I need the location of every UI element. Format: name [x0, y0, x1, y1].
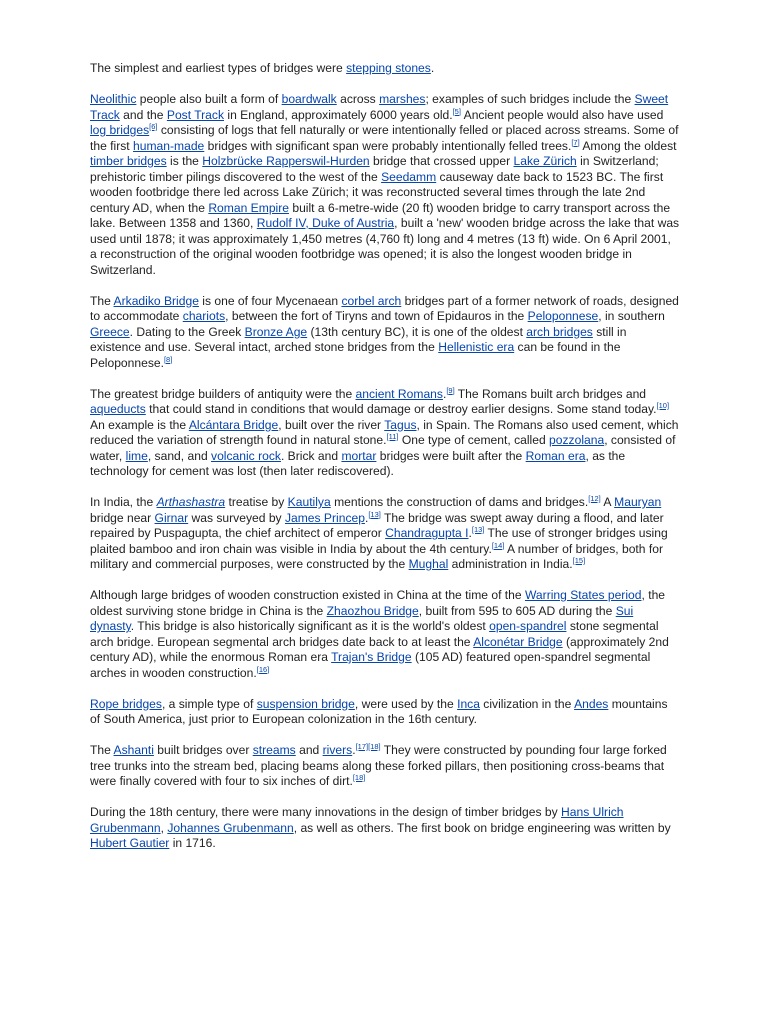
link-arkadiko-bridge[interactable]: Arkadiko Bridge [113, 293, 199, 308]
link-zhaozhou-bridge[interactable]: Zhaozhou Bridge [326, 603, 419, 618]
link-girnar[interactable]: Girnar [154, 510, 189, 525]
link-andes[interactable]: Andes [574, 696, 609, 711]
paragraph-text: The bridge was swept away during a flood, and later repaired by Puspagupta, the chief architect of emperor [90, 510, 664, 540]
paragraph-text: and the [119, 107, 167, 122]
link-volcanic-rock[interactable]: volcanic rock [211, 448, 281, 463]
citation-link[interactable]: [7] [571, 137, 580, 147]
paragraph-5 [90, 495, 680, 573]
paragraph-text: bridges with significant span were probably intentionally felled trees. [204, 138, 572, 153]
citation-link[interactable]: [8] [163, 354, 173, 364]
paragraph-text: Although large bridges of wooden construction existed in China at the time of the [90, 588, 525, 602]
paragraph-text: mountains of South America, just prior to European colonization in the 16th century. [90, 696, 668, 726]
link-roman-era[interactable]: Roman era [525, 448, 586, 463]
citation-ref [356, 742, 369, 751]
citation-ref [571, 138, 579, 147]
paragraph-7 [90, 697, 680, 728]
citation-link[interactable]: [6] [149, 122, 158, 131]
link-corbel-arch[interactable]: corbel arch [341, 293, 402, 308]
link-rope-bridges[interactable]: Rope bridges [90, 696, 162, 711]
citation-ref [164, 355, 172, 364]
link-log-bridges[interactable]: log bridges [90, 123, 150, 137]
paragraph-text: treatise by [225, 495, 288, 509]
paragraph-text: , sand, and [147, 448, 212, 463]
paragraph-text: bridge that crossed upper [369, 154, 514, 168]
citation-ref [387, 432, 399, 441]
paragraph-text: , in southern [598, 309, 665, 323]
link-hubert-gautier[interactable]: Hubert Gautier [90, 836, 170, 850]
paragraph-text: is one of four Mycenaean [198, 293, 342, 308]
link-tagus[interactable]: Tagus [384, 417, 417, 432]
link-rudolf-iv-duke-of-austria[interactable]: Rudolf IV, Duke of Austria [256, 216, 395, 230]
paragraph-text: , in Spain. The Romans also used cement, which reduced the variation of strength found in natural stone. [90, 417, 679, 447]
paragraph-text: , a simple type of [161, 696, 257, 711]
paragraph-text: A [600, 495, 615, 509]
citation-link[interactable]: [17] [355, 742, 369, 751]
link-lime[interactable]: lime [125, 448, 148, 463]
paragraph-text: was surveyed by [188, 510, 285, 525]
link-sweet-track[interactable]: Sweet Track [90, 92, 669, 122]
link-arch-bridges[interactable]: arch bridges [526, 324, 593, 339]
paragraph-text: In India, the [90, 495, 157, 509]
citation-ref [353, 773, 366, 782]
link-chariots[interactable]: chariots [182, 309, 226, 323]
paragraph-text: people also built a form of [136, 92, 282, 106]
paragraph-text: , consisted of water, [90, 433, 676, 463]
paragraph-text: . This bridge is also historically significant as it is the world's oldest [130, 619, 490, 633]
citation-ref [453, 107, 461, 116]
link-post-track[interactable]: Post Track [166, 107, 225, 122]
paragraph-8 [90, 743, 680, 790]
citation-link[interactable]: [15] [572, 556, 586, 565]
paragraph-text: . Brick and [280, 448, 342, 463]
citation-ref [472, 525, 485, 534]
paragraph-text: still in existence and use. Several intact, arched stone bridges from the [90, 324, 627, 354]
link-arthashastra-text: Arthashastra [156, 495, 226, 509]
citation-link[interactable]: [11] [386, 432, 399, 441]
paragraph-text: . [352, 743, 356, 757]
paragraph-text: , built a 'new' wooden bridge across the lake that was used until 1878; it was approximately 1,450 metres (4,760 ft) long and 4 metres (13 ft) wide. On 6 April 2001, a reconstruction of the original wooden footbridge was opened; it is also the longest wooden bridge in Switzerland. [90, 216, 680, 277]
paragraph-text: bridges part of a former network of roads, designed to accommodate [90, 293, 679, 323]
paragraph-text: in England, approximately 6000 years old. [224, 107, 453, 122]
link-chandragupta-i[interactable]: Chandragupta I [385, 526, 469, 540]
citation-ref [149, 122, 157, 131]
paragraph-text: causeway date back to 1523 BC. The first wooden footbridge there led across Lake Zürich; it was reconstructed several times through the late 2nd century AD, when the [90, 169, 664, 215]
link-inca[interactable]: Inca [457, 696, 480, 711]
link-sui-dynasty[interactable]: Sui dynasty [90, 603, 634, 633]
paragraph-text: . [468, 526, 472, 540]
paragraph-text: Ancient people would also have used [460, 107, 664, 122]
paragraph-9 [90, 805, 680, 852]
paragraph-text: . [364, 510, 369, 525]
paragraph-text: One type of cement, called [398, 433, 550, 447]
paragraph-4 [90, 387, 680, 480]
link-roman-empire[interactable]: Roman Empire [208, 200, 289, 215]
link-james-princep[interactable]: James Princep [284, 510, 365, 525]
link-trajan-s-bridge[interactable]: Trajan's Bridge [331, 650, 412, 664]
paragraph-text: mentions the construction of dams and bridges. [330, 495, 589, 509]
paragraph-text: Among the oldest [579, 138, 677, 153]
paragraph-text: . [442, 386, 447, 401]
link-streams[interactable]: streams [252, 743, 296, 757]
paragraph-text: , as well as others. The first book on bridge engineering was written by [293, 820, 671, 835]
citation-ref [446, 386, 454, 395]
paragraph-3 [90, 294, 680, 372]
paragraph-text: bridges were built after the [376, 448, 526, 463]
paragraph-text: The use of stronger bridges using plaited bamboo and iron chain was visible in India by about the 4th century. [90, 526, 668, 556]
paragraph-text: The greatest bridge builders of antiquity were the [90, 386, 356, 401]
link-bronze-age[interactable]: Bronze Age [244, 324, 308, 339]
link-kautilya[interactable]: Kautilya [287, 495, 331, 509]
link-open-spandrel[interactable]: open-spandrel [489, 619, 567, 633]
link-holzbrucke-rapperswil-hurden[interactable]: Holzbrücke Rapperswil-Hurden [202, 154, 370, 168]
link-lake-zurich[interactable]: Lake Zürich [513, 154, 577, 168]
citation-link[interactable]: [5] [452, 106, 461, 116]
paragraph-text: . Dating to the Greek [129, 324, 245, 339]
citation-ref [492, 541, 505, 550]
link-pozzolana[interactable]: pozzolana [549, 433, 605, 447]
link-arthashastra[interactable] [157, 495, 226, 509]
paragraph-text: , the oldest surviving stone bridge in China is the [90, 588, 666, 618]
citation-link[interactable]: [9] [446, 385, 455, 395]
paragraph-text: , were used by the [354, 696, 458, 711]
paragraph-text: , as the technology for cement was lost (then later rediscovered). [90, 448, 626, 478]
citation-ref [573, 556, 586, 565]
citation-ref [368, 510, 381, 519]
paragraph-text: (approximately 2nd century AD), while the enormous Roman era [90, 634, 669, 664]
paragraph-text: built a 6-metre-wide (20 ft) wooden bridge to carry transport across the lake. Between 1358 and 1360, [90, 200, 671, 230]
paragraph-text: They were constructed by pounding four large forked tree trunks into the stream bed, placing beams along these forked pillars, then positioning cross-beams that were finally covered with four to six inches of dirt. [90, 743, 667, 788]
citation-link[interactable]: [18] [352, 773, 366, 782]
link-alconetar-bridge[interactable]: Alconétar Bridge [473, 634, 563, 649]
paragraph-text: bridge near [90, 510, 155, 525]
paragraph-text: A number of bridges, both for military and commercial purposes, were constructed by the [90, 541, 663, 571]
article-body [90, 61, 680, 867]
paragraph-text: (13th century BC), it is one of the oldest [307, 324, 527, 339]
paragraph-text: . [430, 61, 435, 75]
paragraph-text: , [160, 820, 168, 835]
paragraph-1 [90, 61, 680, 77]
paragraph-text: , built from 595 to 605 AD during the [418, 603, 616, 618]
link-peloponnese[interactable]: Peloponnese [527, 309, 599, 323]
link-timber-bridges[interactable]: timber bridges [90, 154, 167, 168]
link-johannes-grubenmann[interactable]: Johannes Grubenmann [167, 820, 294, 835]
paragraph-text: The [90, 293, 114, 308]
link-hans-ulrich-grubenmann[interactable]: Hans Ulrich Grubenmann [90, 805, 624, 835]
link-alcantara-bridge[interactable]: Alcántara Bridge [188, 417, 279, 432]
paragraph-text: administration in India. [448, 557, 573, 571]
citation-ref [257, 665, 270, 674]
paragraph-text: The Romans built arch bridges and [454, 386, 647, 401]
paragraph-text: is the [166, 154, 203, 168]
paragraph-text: consisting of logs that fell naturally or were intentionally felled or placed across streams. Some of the first [90, 123, 679, 153]
paragraph-text: (105 AD) featured open-spandrel segmental arches in wooden construction. [90, 650, 651, 680]
paragraph-text: across [336, 92, 380, 106]
link-mughal[interactable]: Mughal [408, 557, 449, 571]
link-neolithic[interactable]: Neolithic [90, 92, 137, 106]
link-boardwalk[interactable]: boardwalk [281, 92, 337, 106]
link-stepping-stones[interactable]: stepping stones [346, 61, 431, 75]
paragraph-text: An example is the [90, 417, 189, 432]
link-ancient-romans[interactable]: ancient Romans [355, 386, 443, 401]
citation-ref [657, 401, 670, 410]
citation-link[interactable]: [14] [491, 540, 505, 550]
citation-link[interactable]: [16] [256, 664, 270, 674]
paragraph-text: , built over the river [278, 417, 385, 432]
link-warring-states-period[interactable]: Warring States period [524, 588, 642, 602]
link-seedamm[interactable]: Seedamm [381, 169, 437, 184]
paragraph-2 [90, 92, 680, 278]
paragraph-text: stone segmental arch bridge. European segmental arch bridges date back to at least the [90, 619, 659, 649]
link-hellenistic-era[interactable]: Hellenistic era [438, 340, 515, 354]
paragraph-text: ; examples of such bridges include the [425, 92, 635, 106]
citation-link[interactable]: [12] [588, 494, 601, 503]
paragraph-text: can be found in the Peloponnese. [90, 340, 621, 370]
link-greece[interactable]: Greece [90, 324, 130, 339]
link-aqueducts[interactable]: aqueducts [90, 402, 146, 416]
paragraph-text: and [295, 743, 323, 757]
link-marshes[interactable]: marshes [379, 92, 426, 106]
citation-link[interactable]: [18] [368, 742, 381, 751]
paragraph-text: that could stand in conditions that would damage or destroy earlier designs. Some stand today. [145, 402, 657, 416]
paragraph-text: During the 18th century, there were many innovations in the design of timber bridges by [90, 805, 562, 819]
link-ashanti[interactable]: Ashanti [113, 743, 154, 757]
citation-link[interactable]: [13] [471, 525, 485, 534]
paragraph-text: in 1716. [169, 836, 216, 850]
paragraph-6 [90, 588, 680, 681]
citation-ref [368, 742, 381, 751]
citation-link[interactable]: [10] [656, 401, 670, 410]
citation-link[interactable]: [13] [368, 509, 381, 519]
paragraph-text: built bridges over [153, 743, 253, 757]
paragraph-text: The [90, 743, 114, 757]
paragraph-text: The simplest and earliest types of bridges were [90, 61, 347, 75]
link-suspension-bridge[interactable]: suspension bridge [256, 696, 355, 711]
paragraph-text: in Switzerland; prehistoric timber pilings discovered to the west of the [90, 154, 659, 184]
paragraph-text: , between the fort of Tiryns and town of Epidauros in the [225, 309, 528, 323]
link-mortar[interactable]: mortar [341, 448, 377, 463]
citation-ref [588, 494, 601, 503]
link-mauryan[interactable]: Mauryan [614, 495, 662, 509]
link-human-made[interactable]: human-made [133, 138, 205, 153]
link-rivers[interactable]: rivers [322, 743, 353, 757]
paragraph-text: civilization in the [479, 696, 575, 711]
